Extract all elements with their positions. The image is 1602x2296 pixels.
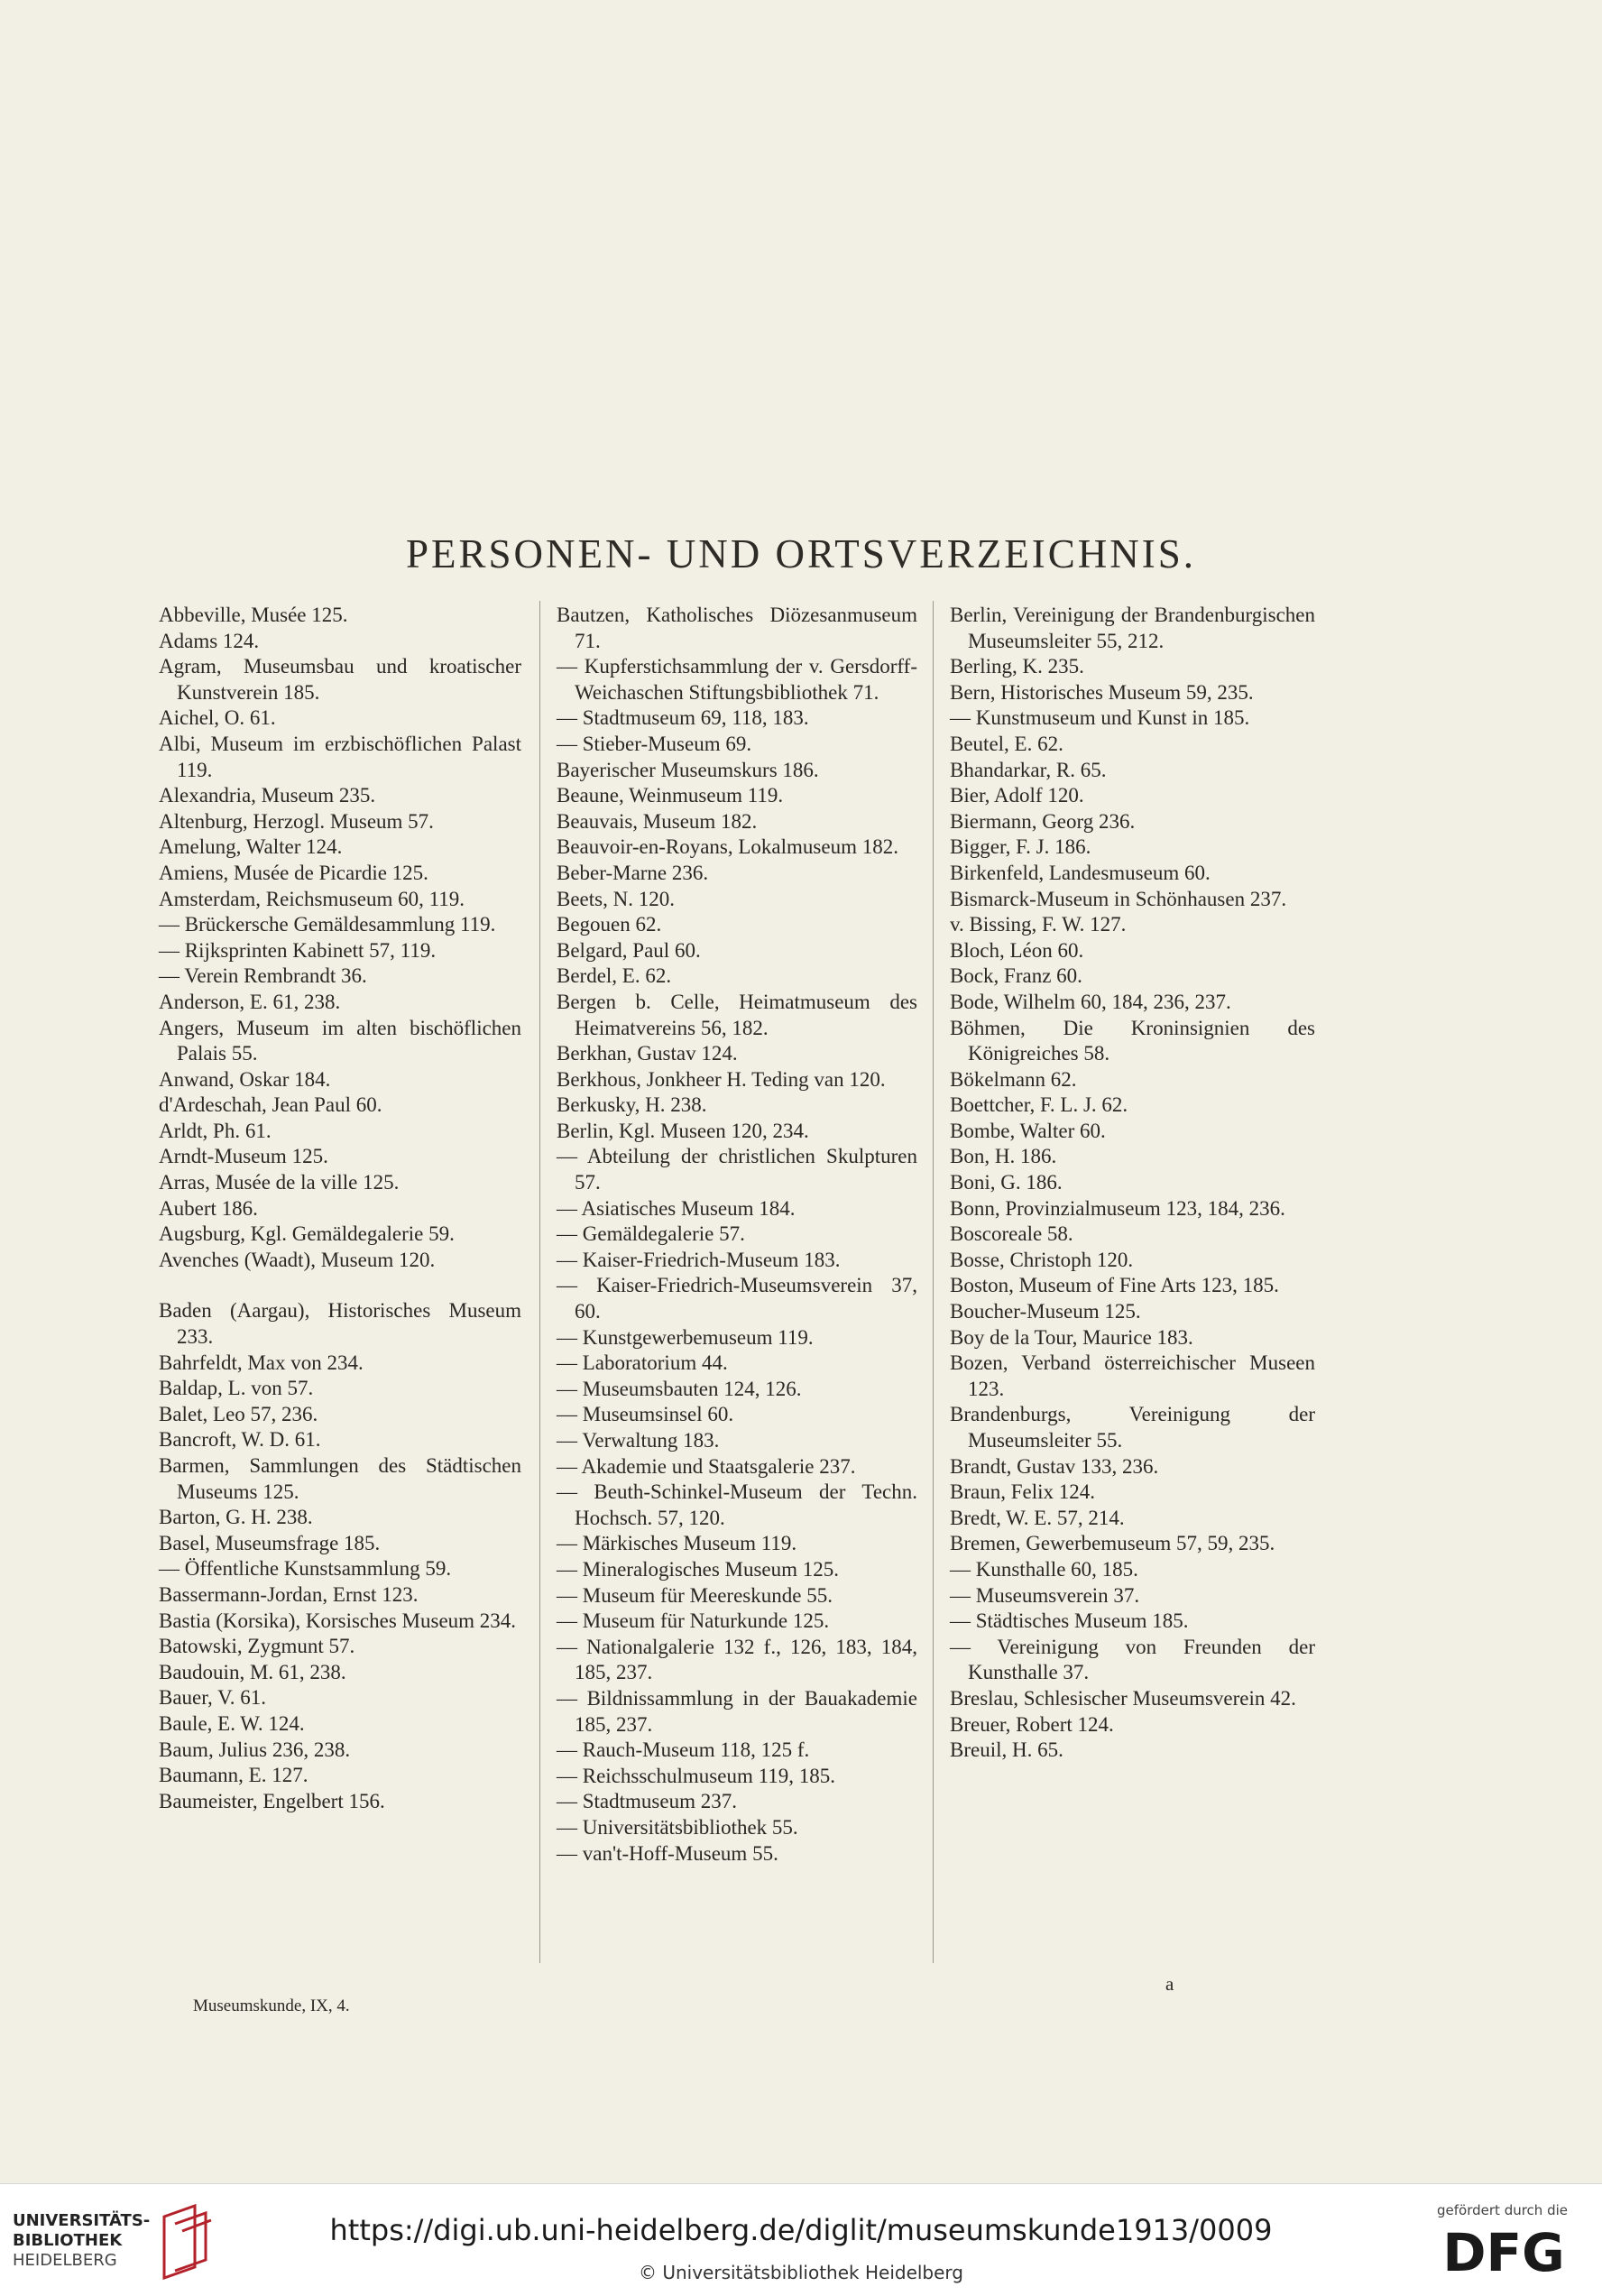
dfg-logo-icon — [1436, 2224, 1571, 2278]
index-entry: — Museum für Naturkunde 125. — [557, 1609, 830, 1633]
index-entry: Baumeister, Engelbert 156. — [159, 1789, 385, 1812]
index-entry: Beauvoir-en-Royans, Lokalmuseum 182. — [557, 835, 898, 859]
index-entry: — Nationalgalerie 132 f., 126, 183, 184, 185, 237. — [557, 1635, 917, 1684]
index-entry: Angers, Museum im alten bischöflichen Palais 55. — [159, 1016, 521, 1065]
index-entry: Berkhous, Jonkheer H. Teding van 120. — [557, 1067, 886, 1091]
index-entry: Baudouin, M. 61, 238. — [159, 1660, 346, 1683]
index-entry: Breuer, Robert 124. — [950, 1712, 1114, 1736]
index-entry: Bergen b. Celle, Heimatmuseum des Heimatvereins 56, 182. — [557, 990, 917, 1039]
index-entry: Bloch, Léon 60. — [950, 938, 1084, 962]
index-entry: Bier, Adolf 120. — [950, 784, 1084, 807]
index-entry: Augsburg, Kgl. Gemäldegalerie 59. — [159, 1222, 455, 1246]
index-entry: — Kunstgewerbemuseum 119. — [557, 1325, 814, 1349]
column-divider — [933, 601, 934, 1963]
index-entry: — Kaiser-Friedrich-Museumsverein 37, 60. — [557, 1274, 917, 1323]
index-entry: — Universitätsbibliothek 55. — [557, 1815, 798, 1839]
index-entry: — Museumsinsel 60. — [557, 1403, 734, 1426]
index-entry: Bern, Historisches Museum 59, 235. — [950, 680, 1254, 704]
index-entry: — Kupferstichsammlung der v. Gersdorff-Weichaschen Stiftungsbibliothek 71. — [557, 655, 917, 704]
index-entry: Beaune, Weinmuseum 119. — [557, 784, 784, 807]
index-entry: Bauer, V. 61. — [159, 1686, 266, 1710]
dfg-logo-text: DFG — [1442, 2224, 1565, 2278]
index-entry: Bode, Wilhelm 60, 184, 236, 237. — [950, 990, 1231, 1013]
index-entry: Boni, G. 186. — [950, 1171, 1063, 1194]
index-entry: Barmen, Sammlungen des Städtischen Museums 125. — [159, 1454, 521, 1503]
index-entry: Baumann, E. 127. — [159, 1764, 308, 1787]
library-name-line: UNIVERSITÄTS- — [13, 2211, 151, 2230]
index-entry: Boucher-Museum 125. — [950, 1300, 1141, 1323]
index-entry: — Öffentliche Kunstsammlung 59. — [159, 1557, 452, 1581]
column-divider — [539, 601, 540, 1963]
index-entry: Beutel, E. 62. — [950, 732, 1063, 755]
page-title: PERSONEN- UND ORTSVERZEICHNIS. — [405, 531, 1197, 576]
index-entry: — Märkisches Museum 119. — [557, 1532, 797, 1555]
index-entry: Basel, Museumsfrage 185. — [159, 1531, 381, 1554]
index-entry: Bremen, Gewerbemuseum 57, 59, 235. — [950, 1532, 1275, 1555]
index-entry: Arndt-Museum 125. — [159, 1145, 328, 1168]
index-entry: Breslau, Schlesischer Museumsverein 42. — [950, 1686, 1296, 1710]
index-entry: — Kunstmuseum und Kunst in 185. — [950, 706, 1250, 730]
index-entry: — Abteilung der christlichen Skulpturen 57. — [557, 1145, 917, 1194]
index-entry: Braun, Felix 124. — [950, 1480, 1095, 1504]
index-entry: Aubert 186. — [159, 1196, 258, 1220]
copyright-notice: © Universitätsbibliothek Heidelberg — [638, 2262, 963, 2283]
index-entry: Adams 124. — [159, 629, 260, 652]
index-entry: — Akademie und Staatsgalerie 237. — [557, 1454, 856, 1478]
index-entry: Bastia (Korsika), Korsisches Museum 234. — [159, 1609, 517, 1632]
index-entry: Breuil, H. 65. — [950, 1738, 1063, 1762]
index-entry: Brandt, Gustav 133, 236. — [950, 1454, 1159, 1478]
index-entry: Berlin, Vereinigung der Brandenburgischen Museumsleiter 55, 212. — [950, 604, 1315, 652]
index-entry: Balet, Leo 57, 236. — [159, 1402, 318, 1425]
index-entry: — Mineralogisches Museum 125. — [557, 1557, 840, 1581]
index-entry: — Städtisches Museum 185. — [950, 1609, 1189, 1633]
index-entry: Baule, E. W. 124. — [159, 1711, 305, 1735]
index-entry: Amiens, Musée de Picardie 125. — [159, 861, 428, 884]
page-url-link[interactable]: https://digi.ub.uni-heidelberg.de/diglit/museumskunde1913/0009 — [329, 2213, 1273, 2247]
index-entry: Bassermann-Jordan, Ernst 123. — [159, 1582, 419, 1606]
index-entry: — Museumsbauten 124, 126. — [557, 1377, 802, 1400]
index-entry: Berkhan, Gustav 124. — [557, 1042, 738, 1065]
index-entry: d'Ardeschah, Jean Paul 60. — [159, 1093, 382, 1117]
index-entry: Beber-Marne 236. — [557, 861, 709, 884]
index-entry: — Laboratorium 44. — [557, 1351, 728, 1375]
index-entry: Amsterdam, Reichsmuseum 60, 119. — [159, 887, 465, 910]
index-entry: — Verwaltung 183. — [557, 1429, 720, 1452]
index-entry: Bombe, Walter 60. — [950, 1119, 1106, 1142]
index-entry: Böhmen, Die Kroninsignien des Königreiches 58. — [950, 1016, 1315, 1065]
index-entry: Bigger, F. J. 186. — [950, 835, 1091, 859]
index-entry: Barton, G. H. 238. — [159, 1506, 313, 1529]
index-entry: Berlin, Kgl. Museen 120, 234. — [557, 1119, 809, 1142]
index-entry: Bökelmann 62. — [950, 1067, 1077, 1091]
index-entry: Avenches (Waadt), Museum 120. — [159, 1248, 436, 1271]
index-entry: — Verein Rembrandt 36. — [159, 964, 367, 988]
index-entry: — Gemäldegalerie 57. — [557, 1222, 745, 1246]
index-entry: — Kunsthalle 60, 185. — [950, 1557, 1138, 1581]
index-column-3 — [950, 603, 1315, 1764]
index-entry: Brandenburgs, Vereinigung der Museumsleiter 55. — [950, 1403, 1315, 1452]
index-entry: — Rauch-Museum 118, 125 f. — [557, 1738, 810, 1762]
index-column-2 — [557, 603, 917, 1867]
index-entry: Bozen, Verband österreichischer Museen 123. — [950, 1351, 1315, 1400]
index-entry: Altenburg, Herzogl. Museum 57. — [159, 809, 434, 833]
index-entry: v. Bissing, F. W. 127. — [950, 913, 1127, 936]
index-entry: Alexandria, Museum 235. — [159, 784, 376, 807]
library-name-line: BIBLIOTHEK — [13, 2231, 123, 2250]
index-entry: Anderson, E. 61, 238. — [159, 990, 341, 1013]
signature-mark: a — [1165, 1973, 1174, 1995]
index-entry: — Vereinigung von Freunden der Kunsthalle 37. — [950, 1635, 1315, 1684]
index-entry: Berling, K. 235. — [950, 655, 1084, 678]
index-entry: Bosse, Christoph 120. — [950, 1248, 1134, 1271]
index-entry: — Reichsschulmuseum 119, 185. — [557, 1764, 835, 1787]
index-entry: Berdel, E. 62. — [557, 964, 672, 988]
index-entry: Beets, N. 120. — [557, 887, 675, 910]
index-entry: Amelung, Walter 124. — [159, 835, 343, 859]
index-entry: — Rijksprinten Kabinett 57, 119. — [159, 938, 437, 962]
index-entry: Abbeville, Musée 125. — [159, 604, 348, 626]
index-entry: Anwand, Oskar 184. — [159, 1067, 331, 1091]
index-entry: — Asiatisches Museum 184. — [557, 1196, 796, 1220]
journal-footer-note: Museumskunde, IX, 4. — [193, 1996, 350, 2015]
index-entry: — Stadtmuseum 69, 118, 183. — [557, 706, 809, 730]
index-entry: Batowski, Zygmunt 57. — [159, 1635, 355, 1658]
index-entry: Boettcher, F. L. J. 62. — [950, 1093, 1128, 1117]
index-entry: Bon, H. 186. — [950, 1145, 1057, 1168]
index-entry: Arras, Musée de la ville 125. — [159, 1171, 400, 1194]
index-entry: Belgard, Paul 60. — [557, 938, 701, 962]
index-entry: Bhandarkar, R. 65. — [950, 758, 1107, 781]
index-entry: — Stieber-Museum 69. — [557, 732, 752, 755]
index-entry: Berkusky, H. 238. — [557, 1093, 707, 1117]
index-entry: Boscoreale 58. — [950, 1222, 1073, 1246]
index-entry: Bayerischer Museumskurs 186. — [557, 758, 819, 781]
index-entry: Boy de la Tour, Maurice 183. — [950, 1325, 1193, 1349]
index-entry: — Beuth-Schinkel-Museum der Techn. Hochsch. 57, 120. — [557, 1480, 917, 1529]
index-entry: — van't-Hoff-Museum 55. — [557, 1841, 778, 1865]
index-entry: — Museumsverein 37. — [950, 1583, 1140, 1607]
funder-note: gefördert durch die — [1437, 2202, 1568, 2218]
index-entry: Baldap, L. von 57. — [159, 1377, 314, 1400]
library-name-line: HEIDELBERG — [13, 2251, 117, 2270]
index-entry: Arldt, Ph. 61. — [159, 1119, 272, 1142]
index-entry: Baum, Julius 236, 238. — [159, 1738, 351, 1761]
index-entry: — Stadtmuseum 237. — [557, 1790, 737, 1813]
index-entry: — Kaiser-Friedrich-Museum 183. — [557, 1248, 841, 1271]
index-entry: — Museum für Meereskunde 55. — [557, 1583, 833, 1607]
index-entry: Bredt, W. E. 57, 214. — [950, 1506, 1125, 1529]
index-entry: Albi, Museum im erzbischöflichen Palast 119. — [159, 732, 521, 781]
index-entry: Begouen 62. — [557, 913, 662, 936]
index-entry: Bock, Franz 60. — [950, 964, 1082, 988]
index-entry: Beauvais, Museum 182. — [557, 809, 758, 833]
index-entry: Biermann, Georg 236. — [950, 809, 1136, 833]
index-entry: Bonn, Provinzialmuseum 123, 184, 236. — [950, 1196, 1285, 1220]
index-entry: Bancroft, W. D. 61. — [159, 1428, 321, 1452]
index-entry: Bismarck-Museum in Schönhausen 237. — [950, 887, 1287, 910]
index-column-1 — [159, 603, 521, 1814]
index-entry: Agram, Museumsbau und kroatischer Kunstverein 185. — [159, 655, 521, 704]
index-entry: — Brückersche Gemäldesammlung 119. — [159, 913, 496, 936]
index-entry: Baden (Aargau), Historisches Museum 233. — [159, 1299, 521, 1349]
index-entry: Boston, Museum of Fine Arts 123, 185. — [950, 1274, 1279, 1297]
digitization-bar — [0, 2183, 1602, 2296]
index-entry: — Bildnissammlung in der Bauakademie 185, 237. — [557, 1686, 917, 1736]
entry-gap — [159, 1273, 521, 1298]
index-entry: Bautzen, Katholisches Diözesanmuseum 71. — [557, 604, 917, 652]
index-entry: Bahrfeldt, Max von 234. — [159, 1351, 364, 1374]
index-entry: Birkenfeld, Landesmuseum 60. — [950, 861, 1211, 884]
index-entry: Aichel, O. 61. — [159, 706, 276, 730]
